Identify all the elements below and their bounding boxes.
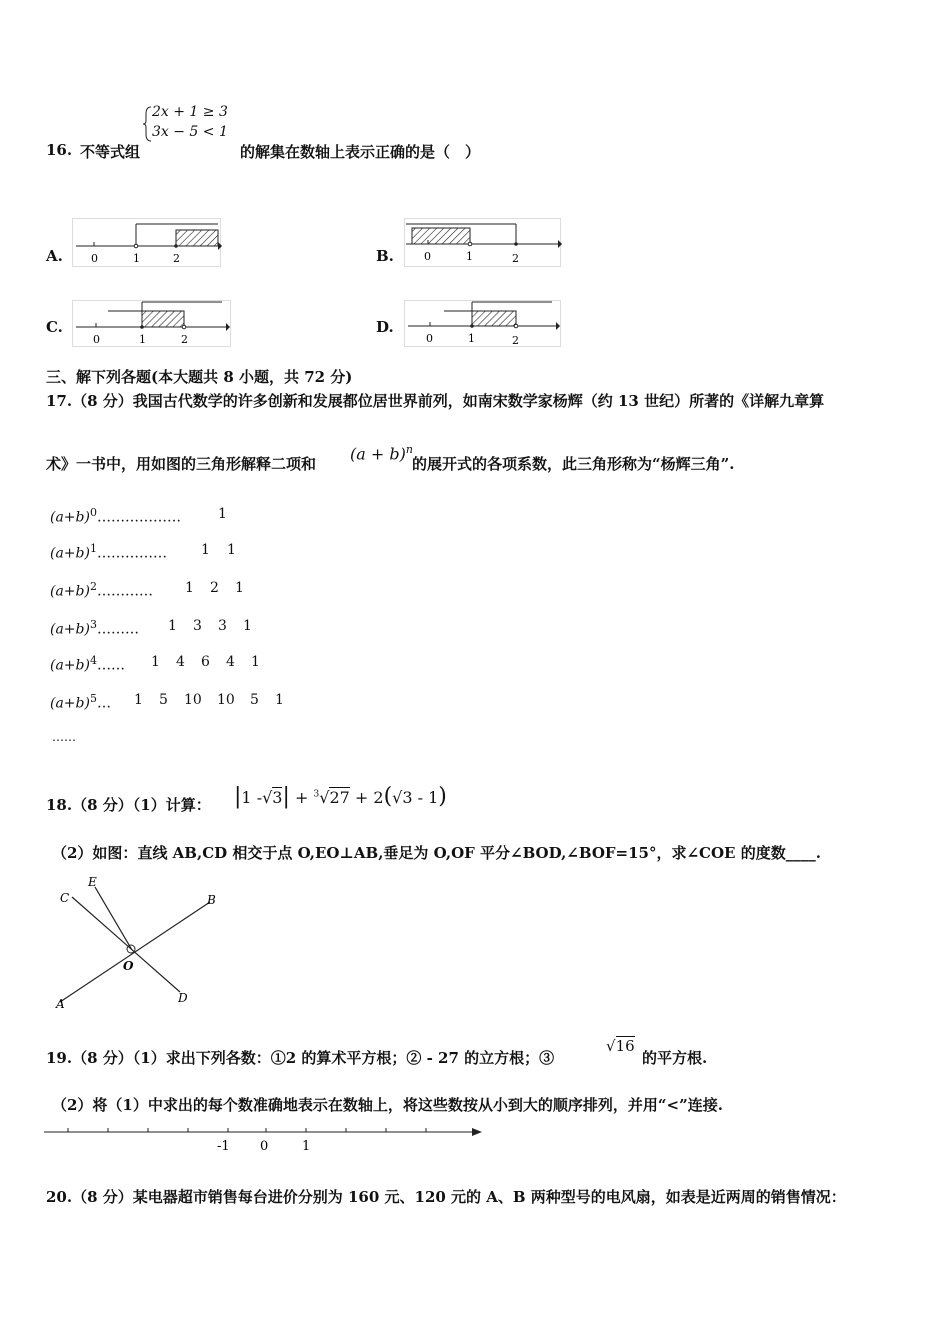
option-b-number-line bbox=[404, 218, 562, 268]
option-c-label: C. bbox=[46, 318, 63, 336]
q16-system-brace bbox=[143, 106, 153, 142]
option-a-label: A. bbox=[46, 247, 63, 265]
q18-paren-right: ) bbox=[438, 784, 447, 809]
q18-abs-bar-left: | bbox=[234, 784, 242, 809]
triangle-expr: (a+b) bbox=[50, 657, 90, 674]
option-a-tick-2: 2 bbox=[173, 252, 180, 265]
triangle-pow: 2 bbox=[89, 580, 97, 593]
axis-tick-neg1: -1 bbox=[217, 1139, 230, 1154]
q18-plus2: + 2 bbox=[354, 788, 384, 807]
q20-line1: 20.（8 分）某电器超市销售每台进价分别为 160 元、120 元的 A、B 两种型号的电风扇，如表是近两周的销售情况： bbox=[46, 1188, 846, 1206]
triangle-row-0 bbox=[50, 506, 227, 526]
q19-line1-pre: 19.（8 分）（1）求出下列各数：①2 的算术平方根；② - 27 的立方根；③ bbox=[46, 1049, 555, 1067]
q18-cbrt-val: 27 bbox=[329, 788, 350, 807]
triangle-row-1 bbox=[50, 542, 236, 562]
q19-line1-post: 的平方根. bbox=[642, 1049, 708, 1067]
q18-inner-sqrt-sign: √ bbox=[392, 788, 403, 807]
q18-formula bbox=[234, 784, 447, 809]
triangle-coef: 1 bbox=[201, 542, 210, 558]
q18-inner: 3 - 1 bbox=[402, 788, 439, 807]
option-b-label: B. bbox=[376, 247, 394, 265]
option-b-tick-2: 2 bbox=[512, 252, 519, 265]
triangle-coef: 1 bbox=[251, 654, 260, 670]
triangle-coef: 1 bbox=[185, 580, 194, 596]
triangle-dots: …………… bbox=[96, 545, 167, 562]
triangle-coef: 3 bbox=[193, 618, 202, 634]
triangle-row-5 bbox=[50, 692, 284, 712]
label-e: E bbox=[88, 875, 97, 889]
option-d-tick-0: 0 bbox=[426, 332, 433, 345]
triangle-coef: 1 bbox=[134, 692, 143, 708]
q16-suffix: 的解集在数轴上表示正确的是（ ） bbox=[240, 143, 481, 161]
triangle-coef: 1 bbox=[235, 580, 244, 596]
triangle-coef: 1 bbox=[151, 654, 160, 670]
triangle-coef: 4 bbox=[226, 654, 235, 670]
triangle-expr: (a+b) bbox=[50, 545, 90, 562]
triangle-pow: 3 bbox=[89, 618, 97, 631]
option-c-tick-0: 0 bbox=[93, 333, 100, 346]
triangle-coef: 5 bbox=[159, 692, 168, 708]
option-a-tick-1: 1 bbox=[133, 252, 140, 265]
option-b-tick-0: 0 bbox=[424, 250, 431, 263]
q18-line1: 18.（8 分）（1）计算： bbox=[46, 796, 211, 814]
option-d-label: D. bbox=[376, 318, 394, 336]
triangle-coef: 1 bbox=[275, 692, 284, 708]
axis-tick-0: 0 bbox=[260, 1139, 269, 1154]
triangle-coef: 6 bbox=[201, 654, 210, 670]
triangle-dots: ………… bbox=[96, 583, 153, 600]
q19-line2: （2）将（1）中求出的每个数准确地表示在数轴上，将这些数按从小到大的顺序排列，并用“<”连接. bbox=[52, 1096, 723, 1114]
triangle-dots: … bbox=[96, 695, 111, 712]
q19-sqrt bbox=[606, 1037, 635, 1055]
q18-cbrt-sign: √ bbox=[319, 788, 330, 807]
triangle-pow: 4 bbox=[89, 654, 97, 667]
label-c: C bbox=[60, 891, 70, 905]
q17-expr bbox=[350, 443, 413, 463]
q18-sqrt-sign: √ bbox=[262, 788, 273, 807]
triangle-ellipsis: …… bbox=[52, 730, 76, 744]
q16-system-line2: 3x − 5 < 1 bbox=[152, 124, 228, 140]
option-a-tick-0: 0 bbox=[91, 252, 98, 265]
option-c-tick-1: 1 bbox=[139, 333, 146, 346]
q16-number: 16. bbox=[46, 141, 73, 159]
q18-plus1: + bbox=[295, 788, 309, 807]
q18-figure bbox=[50, 872, 230, 1012]
axis-tick-1: 1 bbox=[302, 1139, 311, 1154]
q18-cbrt-index: 3 bbox=[313, 789, 320, 800]
triangle-coef: 10 bbox=[184, 692, 202, 708]
q19-number-line bbox=[44, 1120, 484, 1156]
q18-line2: （2）如图：直线 AB,CD 相交于点 O,EO⊥AB,垂足为 O,OF 平分∠BOD,∠BOF=15°，求∠COE 的度数____. bbox=[52, 844, 821, 862]
option-d-tick-2: 2 bbox=[512, 334, 519, 347]
label-o: O bbox=[123, 959, 134, 973]
q16-system-line1: 2x + 1 ≥ 3 bbox=[152, 104, 228, 120]
option-d-tick-1: 1 bbox=[468, 332, 475, 345]
option-c-tick-2: 2 bbox=[181, 333, 188, 346]
triangle-coef: 2 bbox=[210, 580, 219, 596]
triangle-expr: (a+b) bbox=[50, 583, 90, 600]
triangle-coef: 3 bbox=[218, 618, 227, 634]
triangle-expr: (a+b) bbox=[50, 621, 90, 638]
triangle-pow: 1 bbox=[89, 542, 97, 555]
option-c-number-line bbox=[72, 300, 232, 348]
label-b: B bbox=[207, 893, 216, 907]
q17-expr-sup: n bbox=[405, 443, 413, 456]
q18-formula-a: 1 - bbox=[241, 788, 263, 807]
label-d: D bbox=[178, 991, 188, 1005]
q18-abs-bar-right: | bbox=[282, 784, 290, 809]
q17-line2-post: 的展开式的各项系数，此三角形称为“杨辉三角”. bbox=[412, 455, 735, 473]
triangle-coef: 4 bbox=[176, 654, 185, 670]
triangle-dots: ……… bbox=[96, 621, 139, 638]
triangle-row-4 bbox=[50, 654, 260, 674]
option-b-tick-1: 1 bbox=[466, 250, 473, 263]
triangle-coef: 5 bbox=[250, 692, 259, 708]
triangle-coef: 1 bbox=[168, 618, 177, 634]
triangle-dots: …… bbox=[96, 657, 125, 674]
label-a: A bbox=[56, 997, 65, 1011]
triangle-expr: (a+b) bbox=[50, 509, 90, 526]
q17-expr-base: (a + b) bbox=[350, 444, 406, 464]
q17-line2-pre: 术》一书中，用如图的三角形解释二项和 bbox=[46, 455, 317, 473]
triangle-coef: 10 bbox=[217, 692, 235, 708]
triangle-dots: ……………… bbox=[96, 509, 181, 526]
triangle-coef: 1 bbox=[218, 506, 227, 522]
section-3-title: 三、解下列各题(本大题共 8 小题，共 72 分) bbox=[46, 368, 353, 386]
option-d-number-line bbox=[404, 300, 562, 348]
q17-line1: 17.（8 分）我国古代数学的许多创新和发展都位居世界前列，如南宋数学家杨辉（约 13 世纪）所著的《详解九章算 bbox=[46, 392, 825, 410]
option-a-number-line bbox=[72, 218, 222, 268]
triangle-row-2 bbox=[50, 580, 244, 600]
triangle-row-3 bbox=[50, 618, 252, 638]
q18-paren-left: ( bbox=[383, 784, 393, 809]
triangle-coef: 1 bbox=[243, 618, 252, 634]
q18-sqrt3: 3 bbox=[272, 788, 283, 807]
triangle-coef: 1 bbox=[227, 542, 236, 558]
triangle-pow: 0 bbox=[89, 506, 97, 519]
q19-sqrt-val: 16 bbox=[615, 1037, 635, 1055]
triangle-expr: (a+b) bbox=[50, 695, 90, 712]
triangle-pow: 5 bbox=[89, 692, 97, 705]
q19-sqrt-sign: √ bbox=[606, 1037, 616, 1055]
q16-prefix: 不等式组 bbox=[80, 143, 141, 161]
